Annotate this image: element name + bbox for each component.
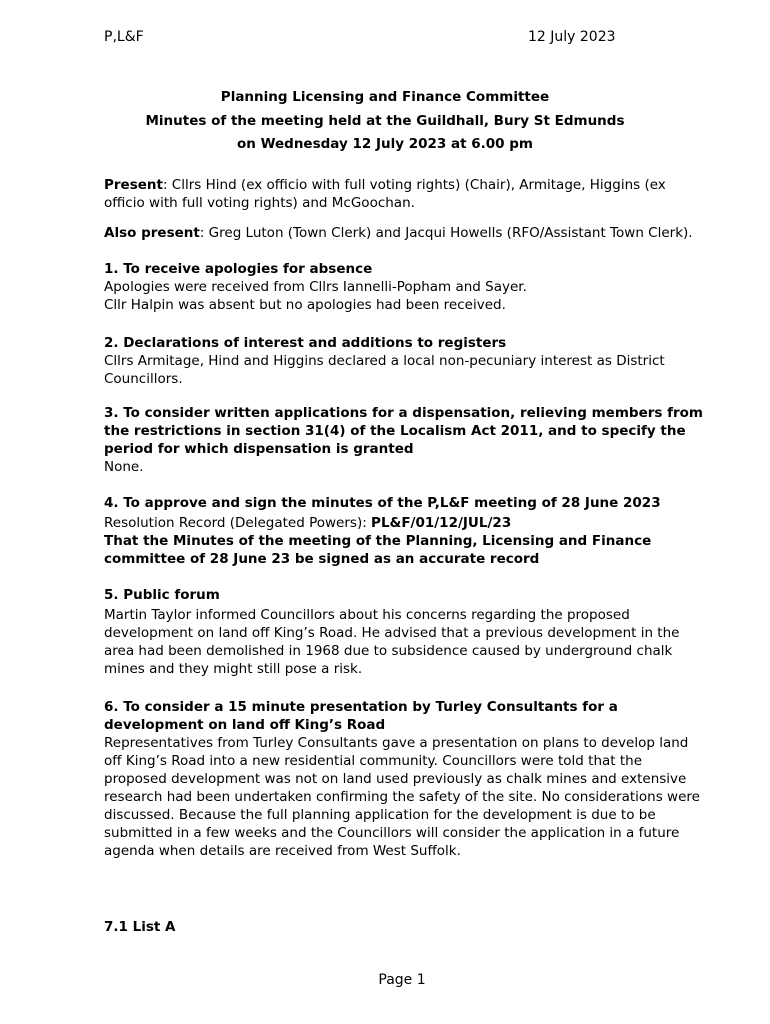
resolution-record bbox=[104, 514, 704, 532]
minutes-body bbox=[104, 176, 704, 950]
item-presentation-heading: 6. To consider a 15 minute presentation by Turley Consultants for a development on land off King’s Road bbox=[104, 699, 618, 733]
header-committee-abbrev: P,L&F bbox=[104, 29, 144, 45]
title-line-date: on Wednesday 12 July 2023 at 6.00 pm bbox=[237, 136, 533, 152]
item-public-forum-body: Martin Taylor informed Councillors about his concerns regarding the proposed development on land off King’s Road. He advised that a previous development in the area had been demolished in 1968 due to subsidence caused by underground chalk mines and they might still pose a risk. bbox=[104, 607, 680, 677]
present-paragraph bbox=[104, 176, 704, 212]
page-number: Page 1 bbox=[378, 972, 426, 988]
item-apologies-heading: 1. To receive apologies for absence bbox=[104, 261, 373, 277]
item-apologies bbox=[104, 260, 704, 314]
item-dispensation bbox=[104, 404, 704, 476]
item-dispensation-body: None. bbox=[104, 459, 144, 475]
item-list-a-heading: 7.1 List A bbox=[104, 919, 176, 935]
item-declarations-heading: 2. Declarations of interest and additions to registers bbox=[104, 335, 507, 351]
document-title bbox=[0, 86, 770, 157]
title-line-minutes: Minutes of the meeting held at the Guildhall, Bury St Edmunds bbox=[145, 112, 625, 129]
present-text: : Cllrs Hind (ex officio with full voting rights) (Chair), Armitage, Higgins (ex officio with full voting rights) and McGoochan. bbox=[104, 177, 666, 211]
item-public-forum-heading: 5. Public forum bbox=[104, 587, 220, 603]
item-apologies-line2: Cllr Halpin was absent but no apologies had been received. bbox=[104, 297, 506, 313]
present-label: Present bbox=[104, 177, 163, 193]
also-present-label: Also present bbox=[104, 225, 200, 241]
item-apologies-line1: Apologies were received from Cllrs Iannelli-Popham and Sayer. bbox=[104, 279, 527, 295]
item-declarations-body: Cllrs Armitage, Hind and Higgins declared a local non-pecuniary interest as District Councillors. bbox=[104, 353, 665, 387]
resolution-code: PL&F/01/12/JUL/23 bbox=[371, 515, 512, 531]
item-public-forum bbox=[104, 586, 704, 678]
item-dispensation-heading: 3. To consider written applications for a dispensation, relieving members from the restrictions in section 31(4) of the Localism Act 2011, and to specify the period for which dispensation is granted bbox=[104, 405, 703, 457]
also-present-text: : Greg Luton (Town Clerk) and Jacqui Howells (RFO/Assistant Town Clerk). bbox=[199, 225, 693, 241]
title-line-committee: Planning Licensing and Finance Committee bbox=[220, 89, 550, 105]
also-present-paragraph bbox=[104, 224, 704, 242]
item-presentation-body: Representatives from Turley Consultants gave a presentation on plans to develop land off King’s Road into a new residential community. Councillors were told that the proposed development was not on land used previously as chalk mines and extensive research had been undertaken confirming the safety of the site. No considerations were discussed. Because the full planning application for the development is due to be submitted in a few weeks and the Councillors will consider the application in a future agenda when details are received from West Suffolk. bbox=[104, 735, 700, 859]
item-minutes-heading: 4. To approve and sign the minutes of the P,L&F meeting of 28 June 2023 bbox=[104, 495, 661, 511]
item-list-a bbox=[104, 918, 704, 936]
resolution-label: Resolution Record (Delegated Powers): bbox=[104, 515, 372, 531]
resolution-text: That the Minutes of the meeting of the Planning, Licensing and Finance committee of 28 June 23 be signed as an accurate record bbox=[104, 533, 652, 567]
item-minutes bbox=[104, 494, 704, 568]
header-date: 12 July 2023 bbox=[528, 29, 616, 45]
item-presentation bbox=[104, 698, 704, 860]
item-declarations bbox=[104, 334, 704, 388]
